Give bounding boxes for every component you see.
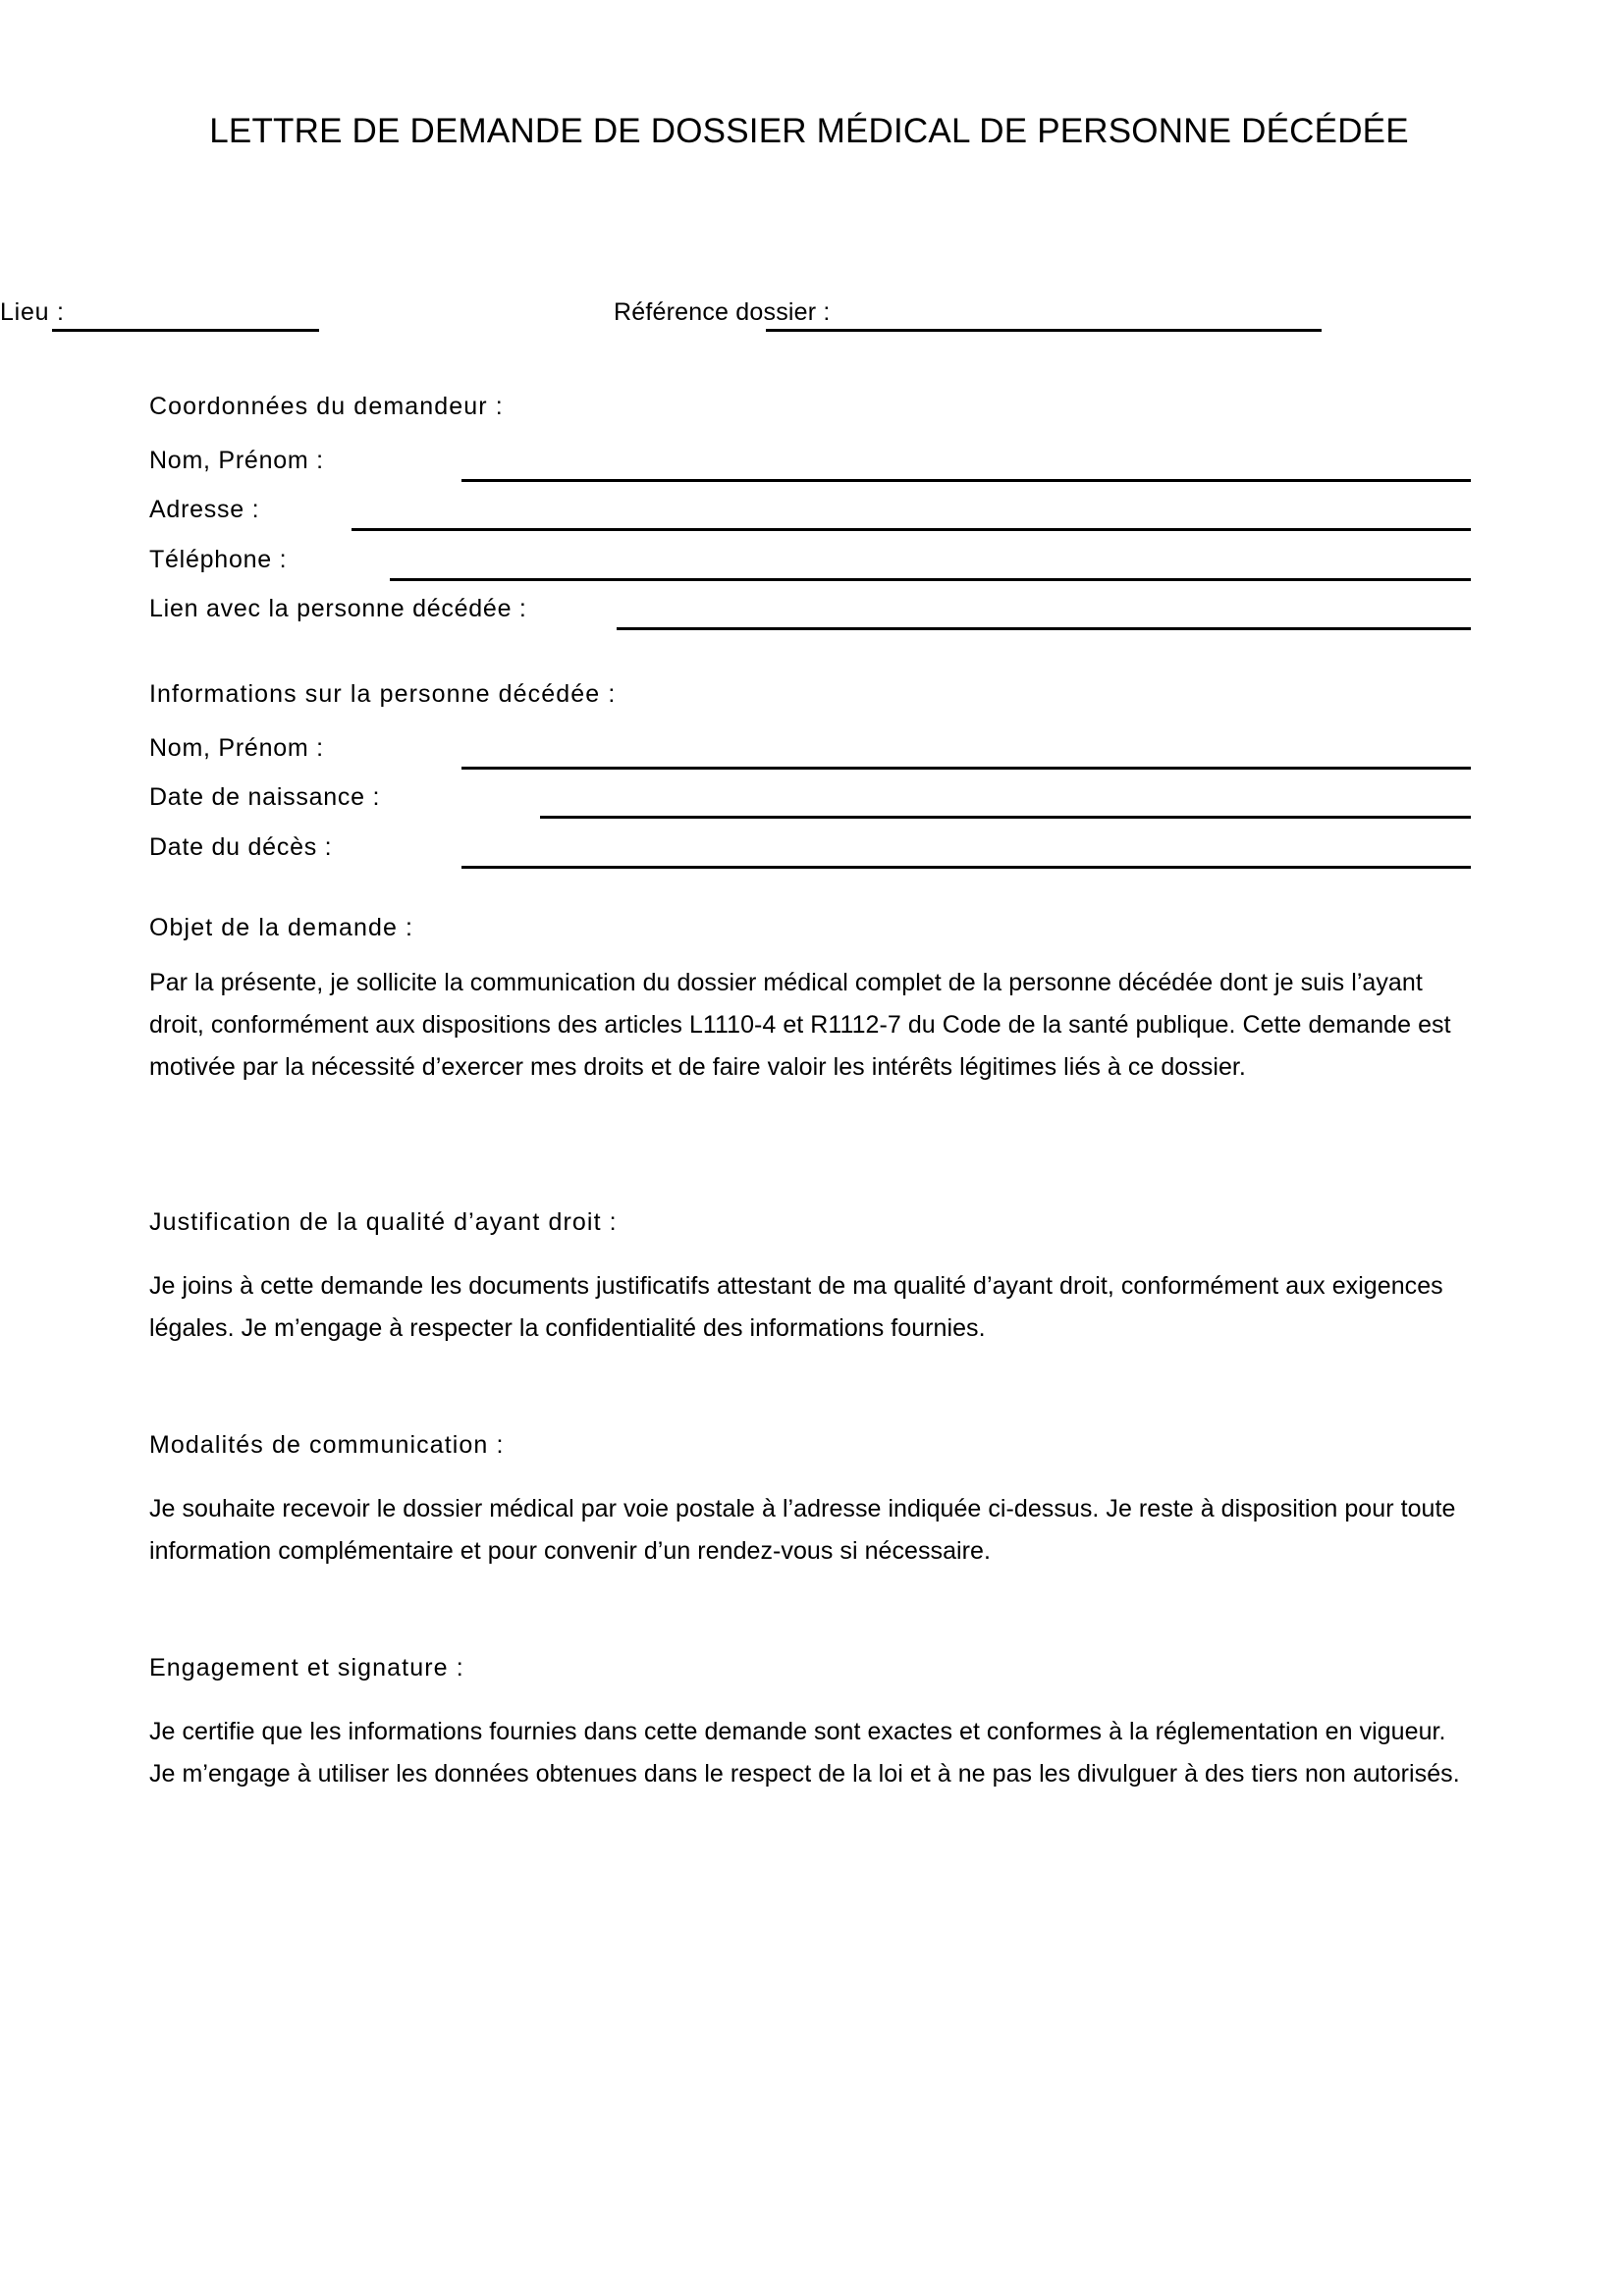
field-row-lieu-reference <box>0 294 1320 338</box>
field-row-deceased-deathdate <box>149 831 1469 875</box>
deceased-name-input-rule[interactable] <box>461 767 1471 770</box>
deceased-deathdate-input-rule[interactable] <box>461 866 1471 869</box>
engagement-heading: Engagement et signature : <box>149 1654 464 1682</box>
deceased-birthdate-input-rule[interactable] <box>540 816 1471 819</box>
requester-address-input-rule[interactable] <box>352 528 1471 531</box>
requester-name-label: Nom, Prénom : <box>149 447 324 474</box>
deceased-name-label: Nom, Prénom : <box>149 734 324 762</box>
justification-paragraph: Je joins à cette demande les documents justificatifs attestant de ma qualité d’ayant droit, conformément aux exigences légales. Je m’engage à respecter la confidentialité des informations fournies. <box>149 1272 1443 1342</box>
requester-phone-input-rule[interactable] <box>390 578 1471 581</box>
reference-dossier-input-rule[interactable] <box>766 329 1322 332</box>
field-row-requester-address <box>149 494 1469 537</box>
justification-heading: Justification de la qualité d’ayant droit : <box>149 1208 618 1236</box>
lieu-label: Lieu : <box>0 298 65 326</box>
modalites-heading: Modalités de communication : <box>149 1431 505 1459</box>
requester-relationship-label: Lien avec la personne décédée : <box>149 595 527 622</box>
requester-phone-label: Téléphone : <box>149 546 288 573</box>
requester-name-input-rule[interactable] <box>461 479 1471 482</box>
requester-address-label: Adresse : <box>149 496 260 523</box>
field-row-requester-phone <box>149 544 1469 587</box>
requester-relationship-input-rule[interactable] <box>617 627 1471 630</box>
objet-paragraph: Par la présente, je sollicite la communication du dossier médical complet de la personne décédée dont je suis l’ayant droit, conformément aux dispositions des articles L1110-4 et R1112-7 du Code de la santé publique. Cette demande est motivée par la nécessité d’exercer mes droits et de faire valoir les intérêts légitimes liés à ce dossier. <box>149 969 1451 1081</box>
deceased-birthdate-label: Date de naissance : <box>149 783 381 811</box>
modalites-paragraph: Je souhaite recevoir le dossier médical par voie postale à l’adresse indiquée ci-dessus. Je reste à disposition pour toute information complémentaire et pour convenir d’un rendez-vous si nécessaire. <box>149 1495 1456 1565</box>
reference-dossier-label: Référence dossier : <box>614 298 831 326</box>
deceased-section-heading: Informations sur la personne décédée : <box>149 680 617 708</box>
page-title: LETTRE DE DEMANDE DE DOSSIER MÉDICAL DE PERSONNE DÉCÉDÉE <box>209 112 1409 150</box>
field-row-deceased-birthdate <box>149 781 1469 825</box>
field-row-requester-relationship <box>149 593 1469 636</box>
requester-section-heading: Coordonnées du demandeur : <box>149 393 504 420</box>
objet-heading: Objet de la demande : <box>149 914 414 941</box>
field-row-deceased-name <box>149 732 1469 775</box>
engagement-paragraph: Je certifie que les informations fournies dans cette demande sont exactes et conformes à la réglementation en vigueur. Je m’engage à utiliser les données obtenues dans le respect de la loi et à ne pas les divulguer à des tiers non autorisés. <box>149 1718 1460 1788</box>
lieu-input-rule[interactable] <box>52 329 319 332</box>
field-row-requester-name <box>149 445 1469 488</box>
deceased-deathdate-label: Date du décès : <box>149 833 333 861</box>
